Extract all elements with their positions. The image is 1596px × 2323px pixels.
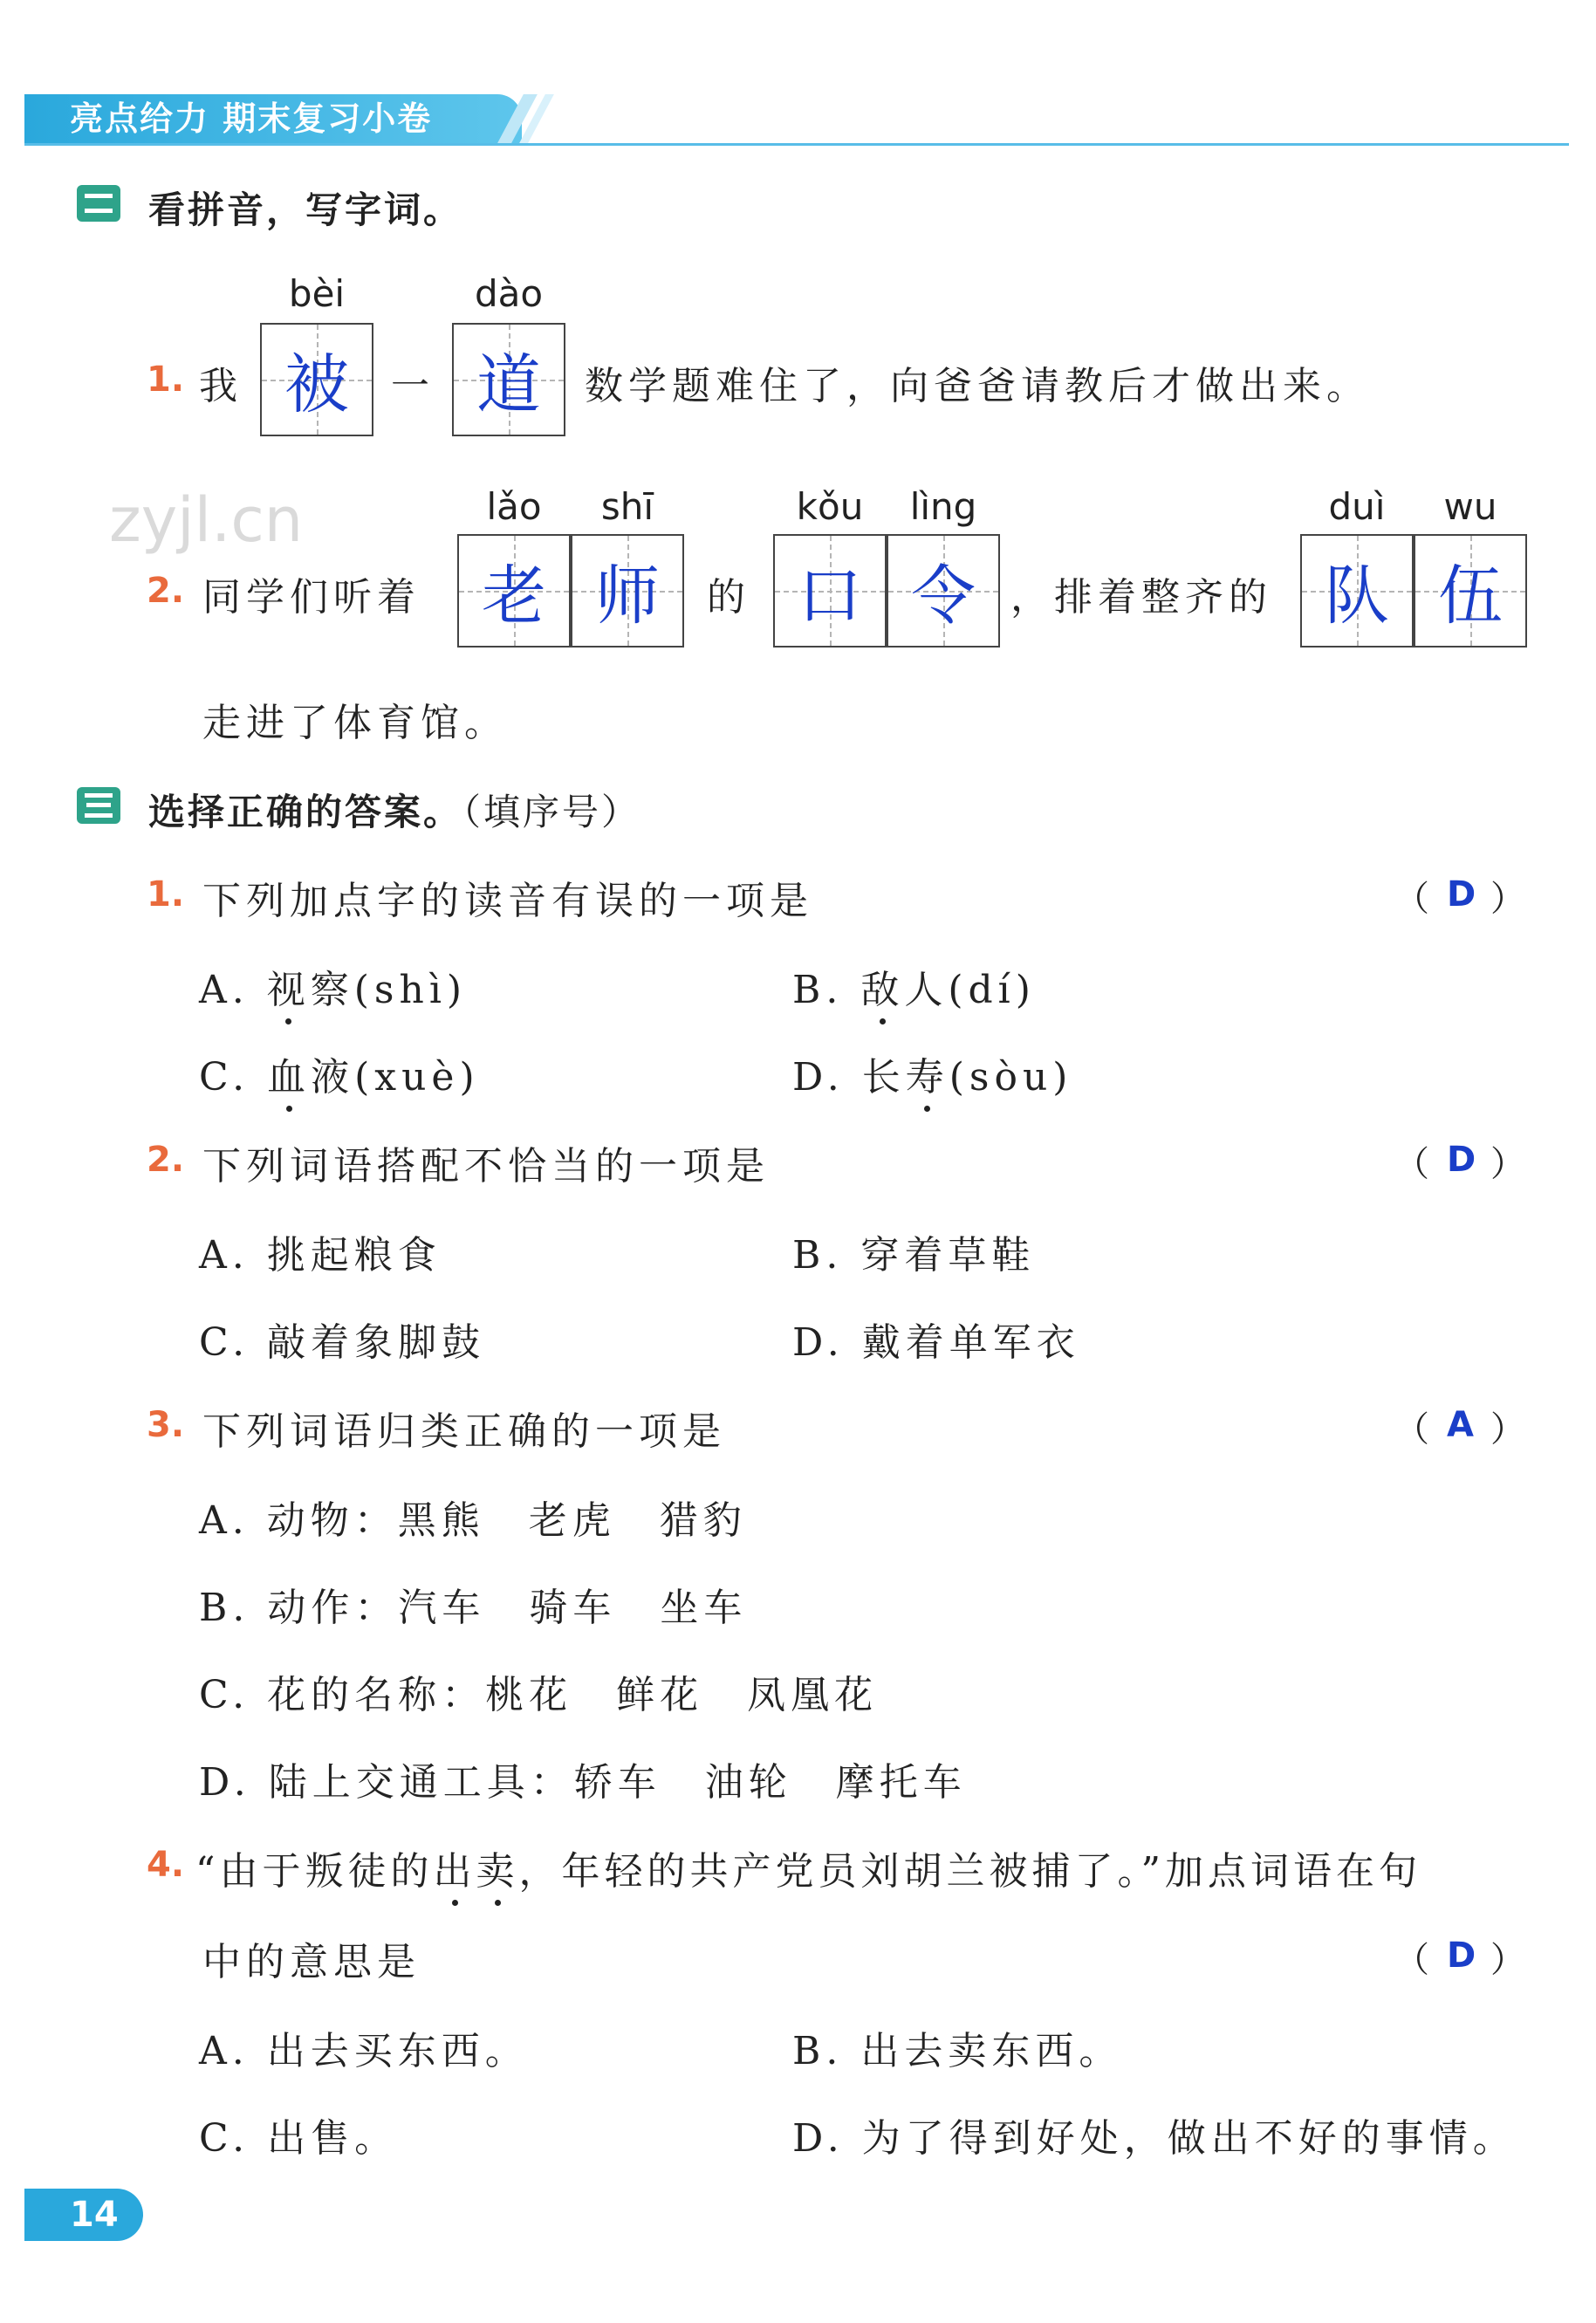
question-number: 2. bbox=[147, 1140, 185, 1180]
option[interactable] bbox=[199, 1223, 442, 1279]
writing-grid[interactable] bbox=[457, 534, 571, 648]
pinyin-q2-line2: 走进了体育馆。 bbox=[202, 701, 508, 745]
pinyin-q2-mid1: 的 bbox=[707, 575, 750, 620]
question-stem: 下列加点字的读音有误的一项是 bbox=[202, 879, 813, 923]
option-label: C. bbox=[199, 1320, 250, 1365]
dotted-char: 出 bbox=[434, 1840, 476, 1895]
option-text: 挑起粮食 bbox=[266, 1233, 442, 1278]
writing-grid[interactable] bbox=[887, 534, 1000, 648]
option-label: B. bbox=[792, 968, 844, 1012]
question-number: 4. bbox=[147, 1845, 185, 1885]
answer-char: 口 bbox=[798, 558, 862, 634]
option-text: 动作：汽车 骑车 坐车 bbox=[267, 1586, 748, 1630]
option-text: 陆上交通工具：轿车 油轮 摩托车 bbox=[268, 1760, 967, 1805]
question-number: 1. bbox=[147, 874, 185, 915]
header-title: 亮点给力 期末复习小卷 bbox=[70, 99, 433, 138]
section-two-title: 看拼音，写字词。 bbox=[148, 188, 463, 231]
option-text: 为了得到好处，做出不好的事情。 bbox=[861, 2116, 1517, 2161]
answer-slot[interactable]: （ A ） bbox=[1394, 1405, 1525, 1449]
answer-char: 队 bbox=[1325, 558, 1389, 634]
question-stem: 下列词语归类正确的一项是 bbox=[202, 1409, 726, 1454]
question-stem bbox=[195, 1840, 1421, 1895]
answer-char: 师 bbox=[595, 558, 660, 634]
pinyin-label: lìng bbox=[909, 485, 977, 528]
writing-grid[interactable] bbox=[452, 323, 565, 436]
question-number: 3. bbox=[147, 1405, 185, 1445]
writing-grid[interactable] bbox=[773, 534, 887, 648]
pinyin-label: lǎo bbox=[486, 485, 542, 528]
option-text: 敲着象脚鼓 bbox=[267, 1320, 486, 1365]
option-label: A. bbox=[199, 968, 250, 1012]
answer-slot[interactable]: （ D ） bbox=[1394, 1936, 1525, 1980]
question-stem: 下列词语搭配不恰当的一项是 bbox=[202, 1144, 770, 1189]
pinyin-label: dào bbox=[474, 272, 544, 315]
section-three-badge bbox=[77, 787, 120, 824]
option[interactable] bbox=[792, 958, 1036, 1014]
writing-grid[interactable] bbox=[1414, 534, 1527, 648]
option-label: A. bbox=[199, 1498, 250, 1543]
pinyin-label: duì bbox=[1328, 485, 1386, 528]
option-label: C. bbox=[199, 1673, 250, 1717]
pinyin-label: wu bbox=[1443, 485, 1497, 528]
option-text: 戴着单军衣 bbox=[861, 1320, 1080, 1365]
option-label: D. bbox=[199, 1760, 251, 1805]
option[interactable] bbox=[792, 1045, 1072, 1101]
pinyin-q2-pre: 同学们听着 bbox=[202, 575, 421, 620]
option-text: 液(xuè) bbox=[311, 1055, 480, 1100]
header-rule bbox=[24, 143, 1569, 146]
option-text: 穿着草鞋 bbox=[860, 1233, 1036, 1278]
pinyin-label: shī bbox=[600, 485, 654, 528]
pinyin-q1-pre: 我 bbox=[199, 364, 243, 408]
pinyin-label: kǒu bbox=[796, 485, 864, 528]
section-three-title bbox=[148, 784, 640, 836]
option-label: D. bbox=[792, 1320, 845, 1365]
answer-char: 伍 bbox=[1438, 558, 1503, 634]
option-label: A. bbox=[199, 1233, 250, 1278]
section-three-note: （填序号） bbox=[462, 791, 641, 833]
option-text: 出售。 bbox=[267, 2116, 399, 2161]
pinyin-q2-number: 2. bbox=[147, 571, 185, 611]
option-label: C. bbox=[199, 2116, 250, 2161]
option[interactable] bbox=[199, 2019, 529, 2075]
option-text: 出去卖东西。 bbox=[860, 2029, 1123, 2073]
writing-grid[interactable] bbox=[260, 323, 373, 436]
answer-value: A bbox=[1447, 1405, 1474, 1445]
answer-value: D bbox=[1447, 1936, 1476, 1976]
option[interactable] bbox=[199, 1663, 878, 1719]
writing-grid[interactable] bbox=[571, 534, 684, 648]
option-text: 动物：黑熊 老虎 猎豹 bbox=[266, 1498, 747, 1543]
pinyin-q2-mid2: ，排着整齐的 bbox=[1010, 575, 1272, 620]
option-label: D. bbox=[792, 1055, 845, 1100]
pinyin-label: bèi bbox=[288, 272, 346, 315]
option-text: 人(dí) bbox=[904, 968, 1036, 1012]
option[interactable] bbox=[792, 1311, 1080, 1367]
writing-grid[interactable] bbox=[1300, 534, 1414, 648]
pinyin-q1-post: 数学题难住了，向爸爸请教后才做出来。 bbox=[585, 364, 1370, 408]
answer-char: 道 bbox=[476, 347, 541, 422]
option[interactable] bbox=[199, 1311, 485, 1367]
answer-slot[interactable]: （ D ） bbox=[1394, 1140, 1525, 1184]
option[interactable] bbox=[199, 2107, 398, 2162]
option-label: C. bbox=[199, 1055, 250, 1100]
option[interactable] bbox=[199, 1576, 747, 1632]
option[interactable] bbox=[792, 2107, 1517, 2162]
answer-char: 被 bbox=[284, 347, 349, 422]
option-label: B. bbox=[792, 2029, 844, 2073]
option-text: 出去买东西。 bbox=[266, 2029, 529, 2073]
pinyin-q1-number: 1. bbox=[147, 360, 185, 400]
option-text: 花的名称：桃花 鲜花 凤凰花 bbox=[267, 1673, 879, 1717]
dotted-char: 血 bbox=[267, 1045, 311, 1101]
dotted-char: 视 bbox=[267, 958, 311, 1014]
answer-value: D bbox=[1447, 1140, 1476, 1180]
page-number: 14 bbox=[70, 2195, 119, 2235]
option-label: A. bbox=[199, 2029, 250, 2073]
option-label: D. bbox=[792, 2116, 845, 2161]
option[interactable] bbox=[792, 1223, 1035, 1279]
dotted-char: 敌 bbox=[860, 958, 904, 1014]
option[interactable] bbox=[199, 1751, 967, 1806]
option[interactable] bbox=[199, 1489, 747, 1545]
dotted-char: 卖 bbox=[476, 1840, 519, 1895]
option-label: B. bbox=[792, 1233, 844, 1278]
answer-char: 令 bbox=[911, 558, 976, 634]
section-three-title-text: 选择正确的答案。 bbox=[148, 791, 463, 833]
pinyin-q1-dash: 一 bbox=[391, 364, 435, 408]
option-text: (sòu) bbox=[949, 1055, 1073, 1100]
stem-text: “由于叛徒的 bbox=[195, 1849, 434, 1894]
stem-text: ，年轻的共产党员刘胡兰被捕了。”加点词语在句 bbox=[518, 1849, 1421, 1894]
option[interactable] bbox=[199, 958, 467, 1014]
answer-value: D bbox=[1447, 874, 1476, 915]
section-two-badge bbox=[77, 185, 120, 222]
option-text: 察(shì) bbox=[310, 968, 468, 1012]
option-label: B. bbox=[199, 1586, 250, 1630]
answer-char: 老 bbox=[482, 558, 546, 634]
option-text: 长 bbox=[861, 1055, 906, 1100]
option[interactable] bbox=[199, 1045, 480, 1101]
watermark: zyjl.cn bbox=[109, 484, 304, 556]
option[interactable] bbox=[792, 2019, 1122, 2075]
dotted-char: 寿 bbox=[906, 1045, 949, 1101]
answer-slot[interactable]: （ D ） bbox=[1394, 874, 1525, 919]
question-stem-line2: 中的意思是 bbox=[202, 1940, 421, 1984]
